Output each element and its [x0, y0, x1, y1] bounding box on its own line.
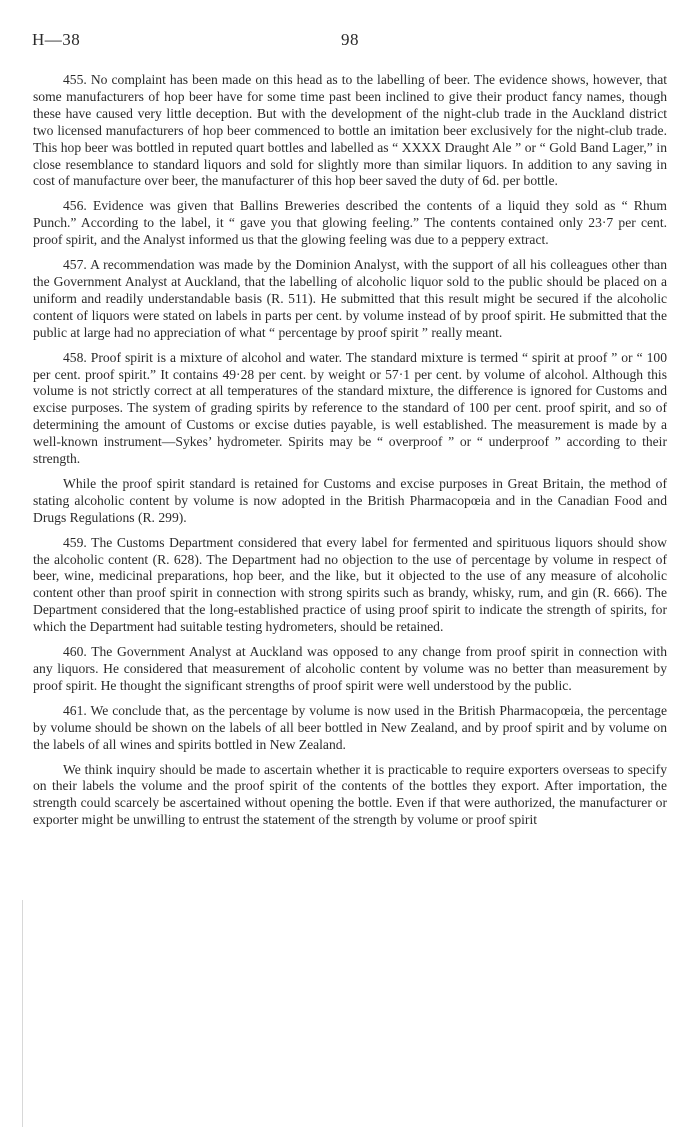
paragraph-459: 459. The Customs Department considered that every label for fermented and spirituous liquors should show the alcoholic content (R. 628). The Department had no objection to the use of percentage by volume in respect of beer, wine, medicinal preparations, hop beer, and the like, but it objected to the use of any measure of alcoholic content other than proof spirit in connection with strong spirits such as brandy, whisky, rum, and gin (R. 666). The Department considered that the long-established practice of using proof spirit to indicate the strength of spirits, for which the Department had suitable testing hydrometers, should be retained.	[33, 534, 667, 635]
paragraph-461: 461. We conclude that, as the percentage by volume is now used in the British Pharmacopœia, the percentage by volume should be shown on the labels of all beer bottled in New Zealand, and by proof spirit and by volume on the labels of all wines and spirits bottled in New Zealand.	[33, 702, 667, 752]
page-number: 98	[341, 30, 359, 49]
paragraph-458: 458. Proof spirit is a mixture of alcohol and water. The standard mixture is termed “ spirit at proof ” or “ 100 per cent. proof spirit.” It contains 49·28 per cent. by weight or 57·1 per cent. by volume of alcohol. Although this volume is not strictly correct at all temperatures of the standard mixture, the difference is ignored for Customs and excise purposes. The system of grading spirits by reference to the standard of 100 per cent. proof spirit, and so of determining the amount of Customs or excise duties payable, is well established. The measurement is made by a well-known instrument—Sykes’ hydrometer. Spirits may be “ overproof ” or “ underproof ” according to their strength.	[33, 349, 667, 467]
page-header	[32, 30, 668, 54]
paragraph-458-continued: While the proof spirit standard is retained for Customs and excise purposes in Great Britain, the method of stating alcoholic content by volume is now adopted in the British Pharmacopœia and in the Canadian Food and Drugs Regulations (R. 299).	[33, 475, 667, 525]
paragraph-455: 455. No complaint has been made on this head as to the labelling of beer. The evidence shows, however, that some manufacturers of hop beer have for some time past been inclined to give their product fancy names, though these have caused very little deception. But with the development of the night-club trade in the Auckland district two licensed manufacturers of hop beer commenced to bottle an imitation beer exclusively for the night-club trade. This hop beer was bottled in reputed quart bottles and labelled as “ XXXX Draught Ale ” or “ Gold Band Lager,” in close resemblance to standard liquors and sold for slightly more than similar liquors. In addition to any saving in cost of manufacture over beer, the manufacturer of this hop beer saved the duty of 6d. per bottle.	[33, 72, 667, 189]
body-text	[33, 72, 667, 837]
document-reference: H—38	[32, 30, 81, 49]
paragraph-461-continued: We think inquiry should be made to ascertain whether it is practicable to require exporters overseas to specify on their labels the volume and the proof spirit of the contents of the bottles they export. After importation, the strength could scarcely be ascertained without opening the bottle. Even if that were authorized, the manufacturer or exporter might be unwilling to entrust the statement of the strength by volume or proof spirit	[33, 761, 667, 828]
paragraph-457: 457. A recommendation was made by the Dominion Analyst, with the support of all his colleagues other than the Government Analyst at Auckland, that the labelling of alcoholic liquor sold to the public should be placed on a uniform and readily understandable basis (R. 511). He submitted that this result might be secured if the alcoholic content of liquors were stated on labels in parts per cent. by volume instead of by proof spirit. He submitted that the public at large had no appreciation of what “ percentage by proof spirit ” really meant.	[33, 257, 667, 340]
paragraph-460: 460. The Government Analyst at Auckland was opposed to any change from proof spirit in connection with any liquors. He considered that measurement of alcoholic content by volume was no better than measurement by proof spirit. He thought the significant strengths of proof spirit were well understood by the public.	[33, 644, 667, 693]
margin-rule	[22, 900, 23, 1127]
paragraph-456: 456. Evidence was given that Ballins Breweries described the contents of a liquid they sold as “ Rhum Punch.” According to the label, it “ gave you that glowing feeling.” The contents contained only 23·7 per cent. proof spirit, and the Analyst informed us that the glowing feeling was due to a peppery extract.	[33, 198, 667, 248]
